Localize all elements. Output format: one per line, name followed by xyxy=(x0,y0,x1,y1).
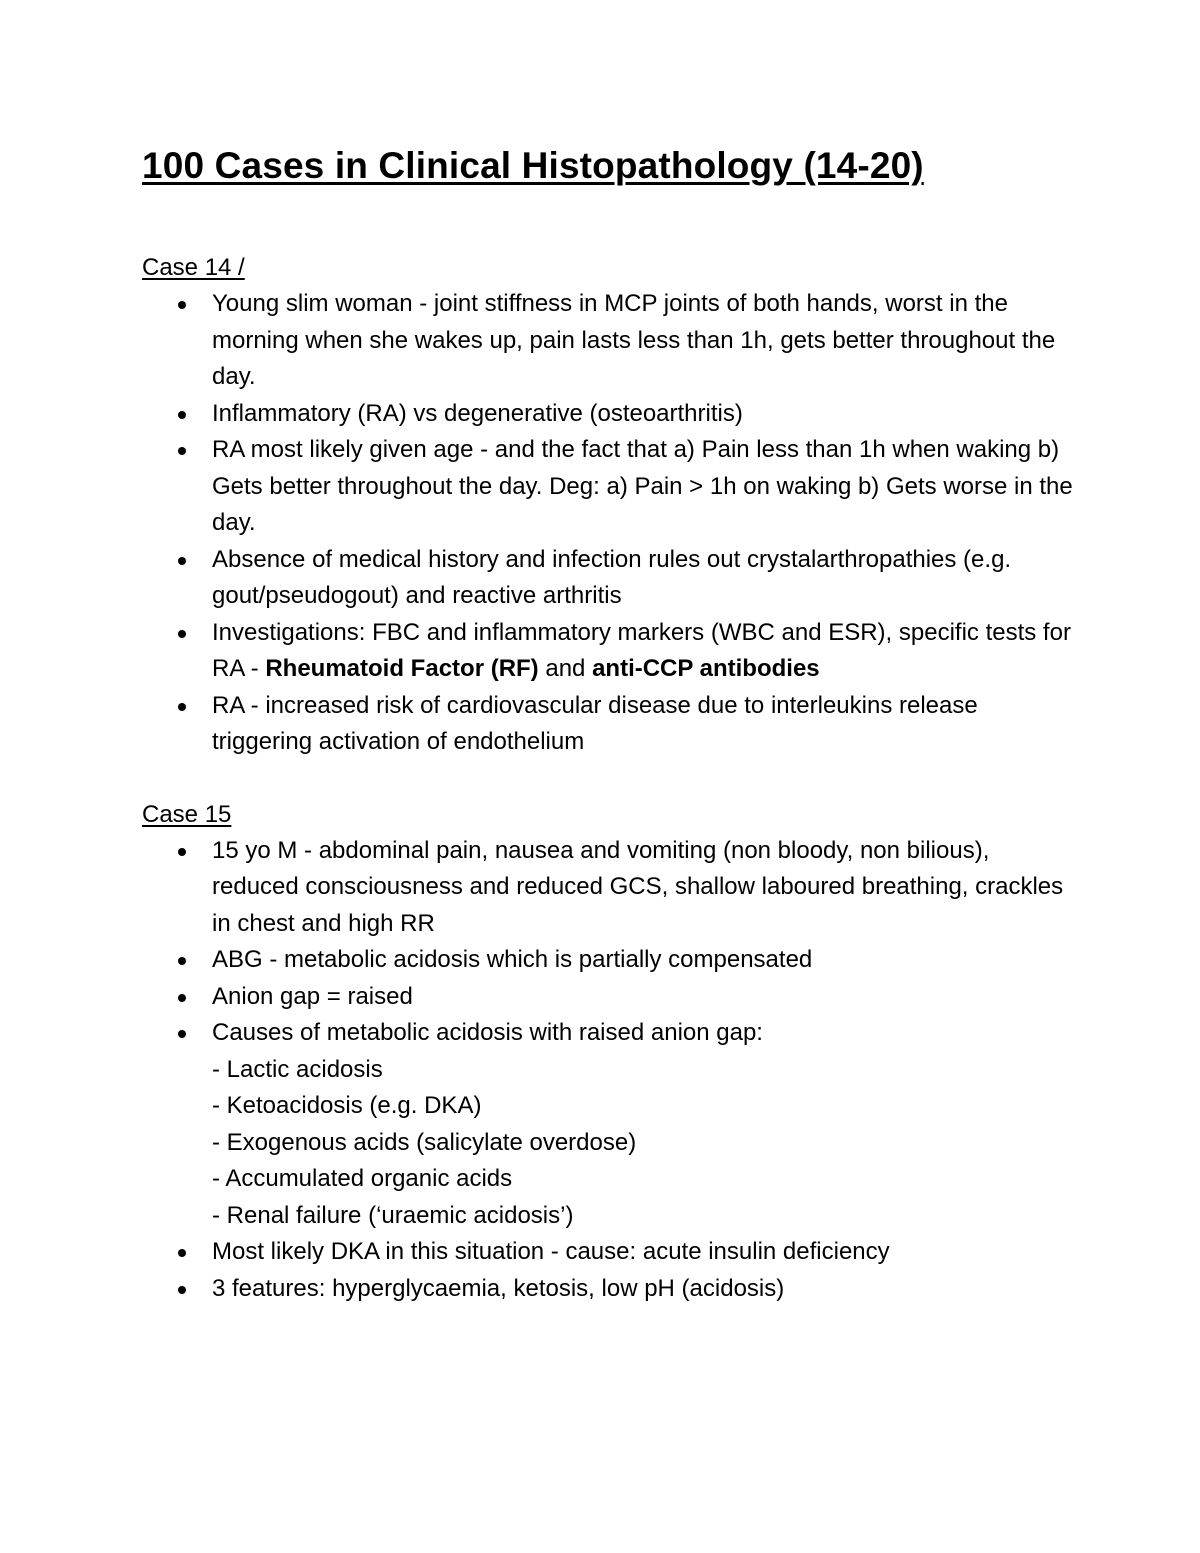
case-14-heading: Case 14 / xyxy=(142,254,245,281)
sub-item: - Ketoacidosis (e.g. DKA) xyxy=(212,1092,482,1119)
bullet-icon xyxy=(178,1030,186,1038)
list-item: Anion gap = raised xyxy=(142,979,1082,1016)
bullet-icon xyxy=(178,994,186,1002)
bullet-icon xyxy=(178,1286,186,1294)
list-item: Investigations: FBC and inflammatory markers (WBC and ESR), specific tests for RA - Rheumatoid Factor (RF) and anti-CCP antibodies xyxy=(142,615,1082,688)
list-item: RA - increased risk of cardiovascular disease due to interleukins release triggering activation of endothelium xyxy=(142,688,1082,761)
document-page xyxy=(142,140,1082,1307)
sub-item: - Lactic acidosis xyxy=(212,1055,383,1083)
bullet-icon xyxy=(178,848,186,856)
bullet-icon xyxy=(178,447,186,455)
rheumatoid-factor-bold: Rheumatoid Factor (RF) xyxy=(265,655,539,682)
case-15-heading: Case 15 xyxy=(142,800,232,828)
sub-item: - Renal failure (‘uraemic acidosis’) xyxy=(212,1201,574,1229)
bullet-icon xyxy=(178,1249,186,1257)
case-15-list xyxy=(142,833,1082,1308)
sub-item: - Exogenous acids (salicylate overdose) xyxy=(212,1128,637,1156)
bullet-icon xyxy=(178,411,186,419)
bullet-icon xyxy=(178,703,186,711)
list-item: Most likely DKA in this situation - cause: acute insulin deficiency xyxy=(142,1234,1082,1271)
bullet-icon xyxy=(178,630,186,638)
list-item: ABG - metabolic acidosis which is partially compensated xyxy=(142,942,1082,979)
case-14-list xyxy=(142,286,1082,761)
list-item: RA most likely given age - and the fact that a) Pain less than 1h when waking b) Gets better throughout the day. Deg: a) Pain > 1h on waking b) Gets worse in the day. xyxy=(142,432,1082,542)
anti-ccp-bold: anti-CCP antibodies xyxy=(592,655,820,682)
sub-item: - Accumulated organic acids xyxy=(212,1165,513,1192)
bullet-icon xyxy=(178,957,186,965)
document-title: 100 Cases in Clinical Histopathology (14-20) xyxy=(142,145,924,186)
bullet-icon xyxy=(178,557,186,565)
list-item: Causes of metabolic acidosis with raised anion gap: - Lactic acidosis - Ketoacidosis (e.g. DKA) - Exogenous acids (salicylate overdose) - Accumulated organic acids - Renal failure (‘uraemic acidosis’) xyxy=(142,1015,1082,1234)
list-item: Inflammatory (RA) vs degenerative (osteoarthritis) xyxy=(142,396,1082,433)
list-item: Absence of medical history and infection rules out crystalarthropathies (e.g. gout/pseudogout) and reactive arthritis xyxy=(142,542,1082,615)
list-item: 3 features: hyperglycaemia, ketosis, low pH (acidosis) xyxy=(142,1271,1082,1308)
bullet-icon xyxy=(178,301,186,309)
list-item: Young slim woman - joint stiffness in MCP joints of both hands, worst in the morning when she wakes up, pain lasts less than 1h, gets better throughout the day. xyxy=(142,286,1082,396)
list-item: 15 yo M - abdominal pain, nausea and vomiting (non bloody, non bilious), reduced consciousness and reduced GCS, shallow laboured breathing, crackles in chest and high RR xyxy=(142,833,1082,943)
